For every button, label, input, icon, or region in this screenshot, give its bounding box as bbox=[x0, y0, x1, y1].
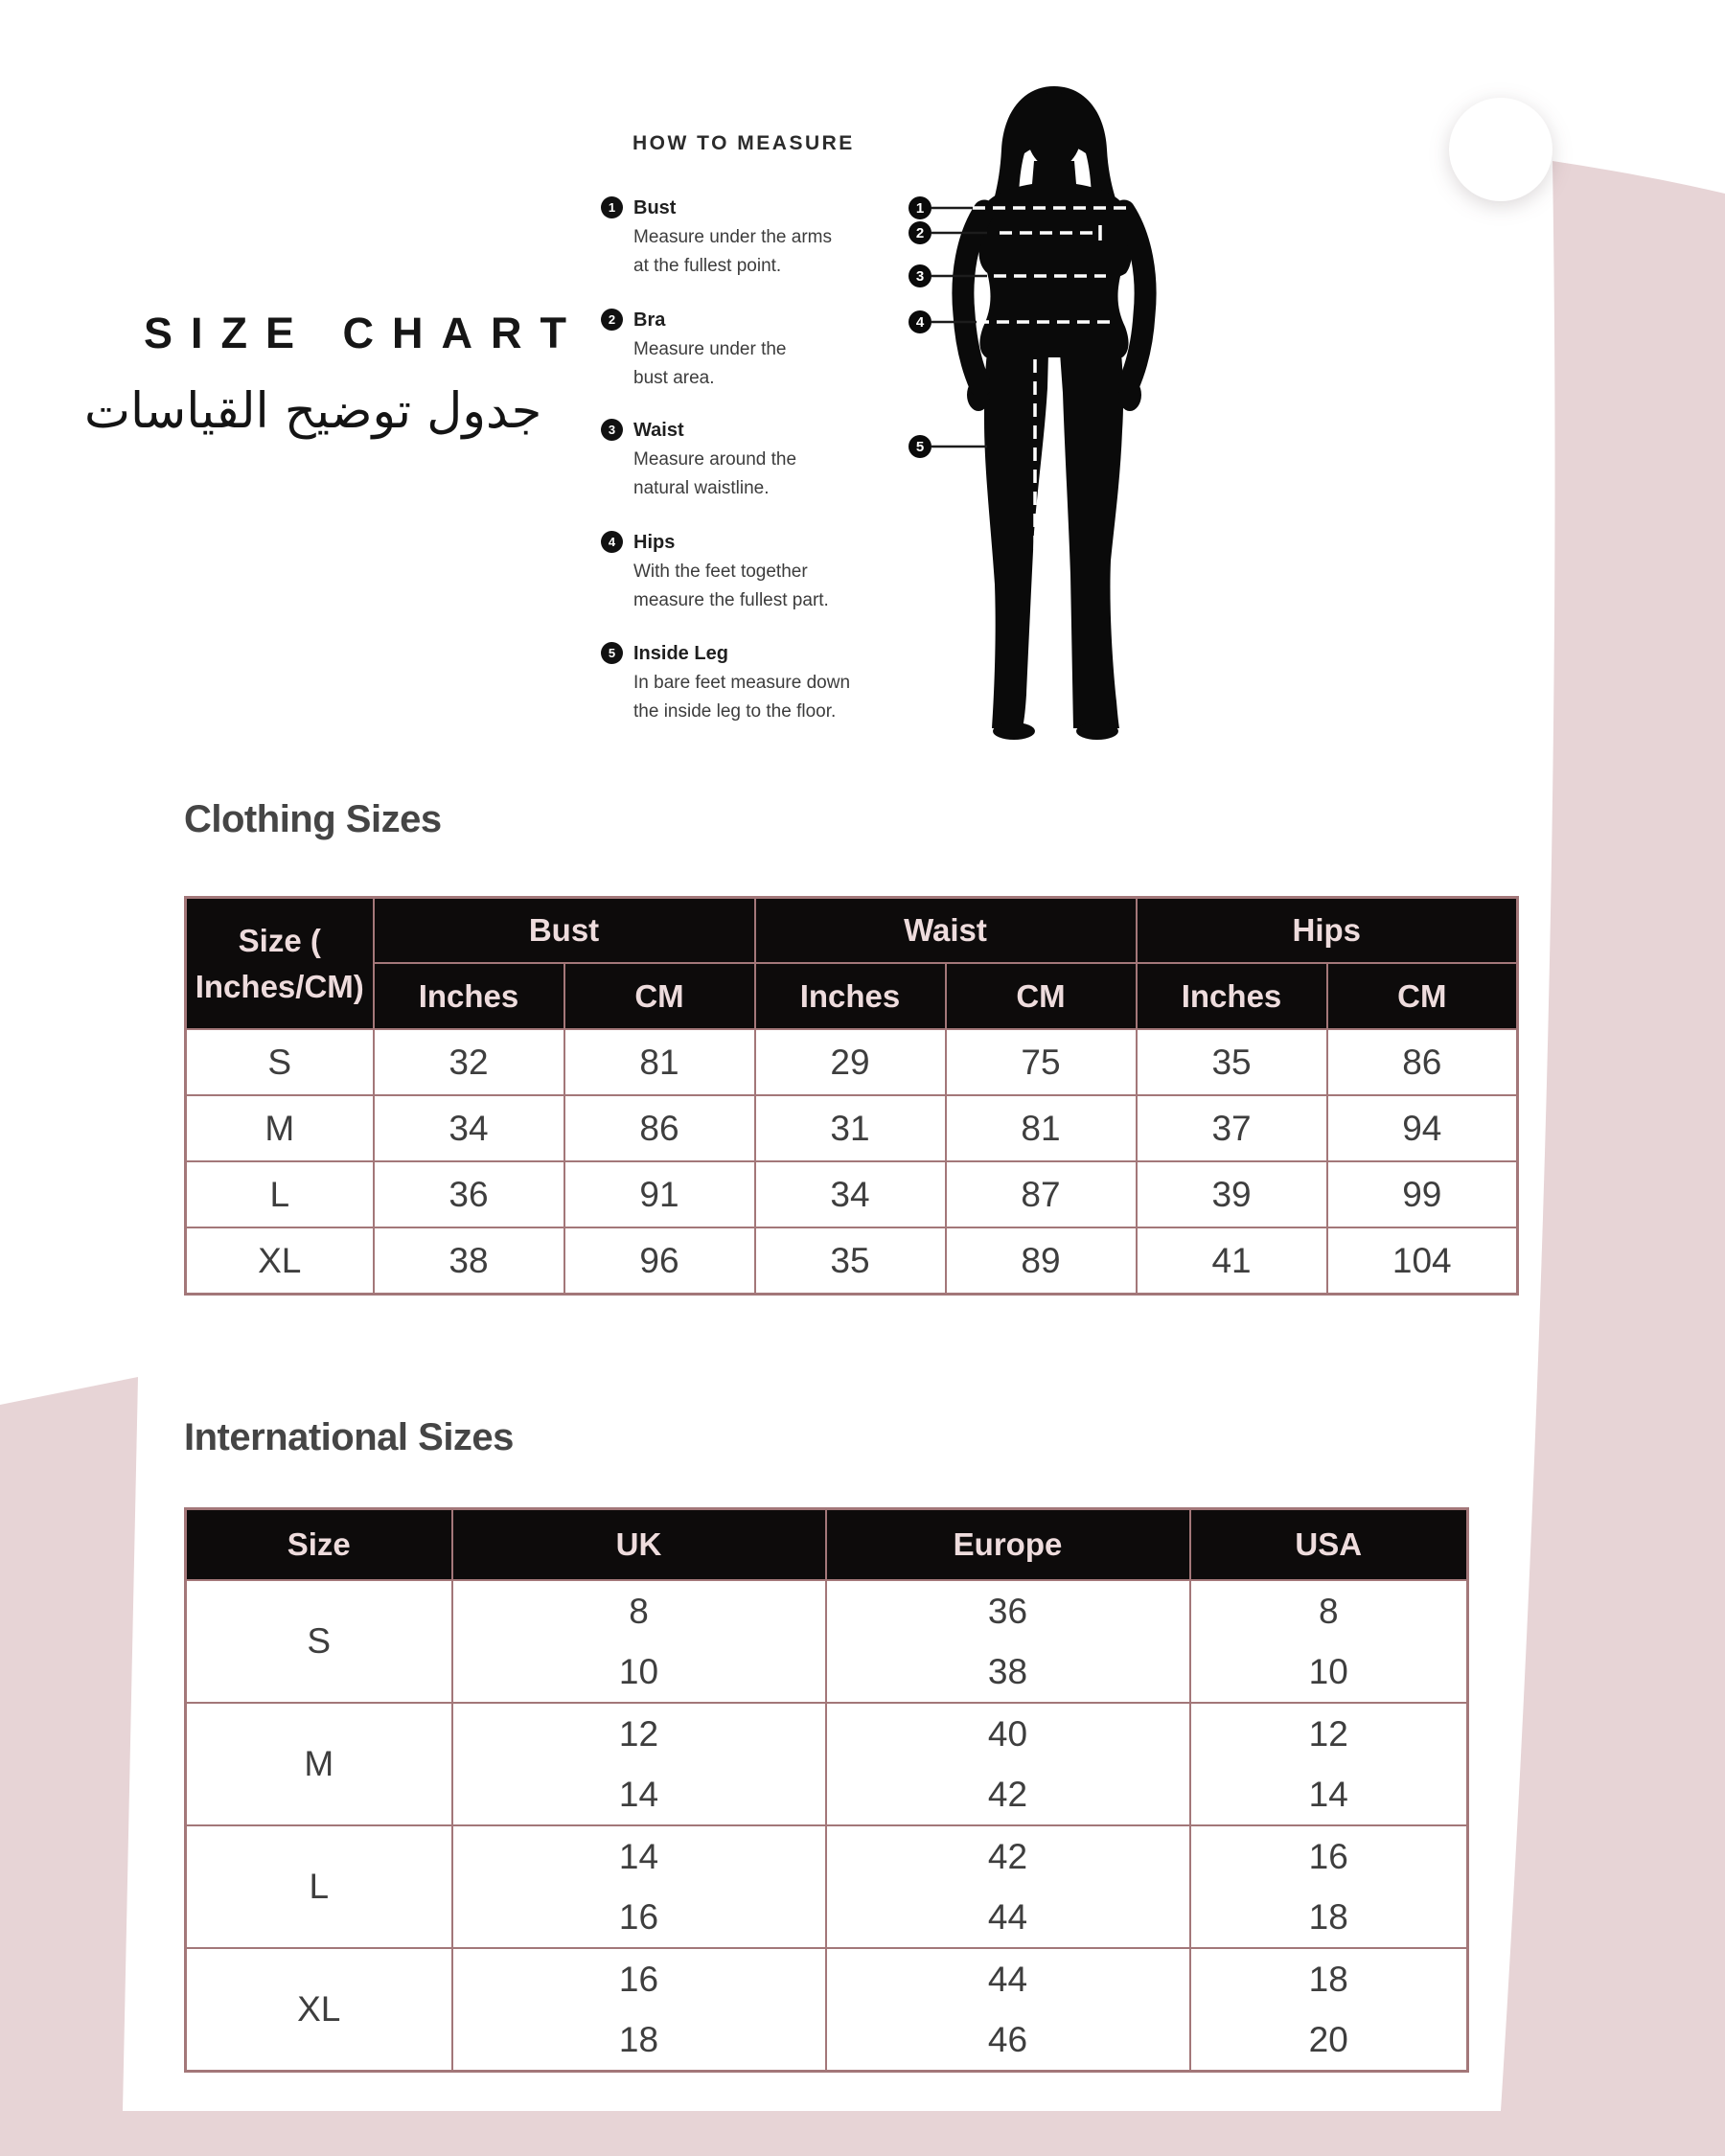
col-header-waist: Waist bbox=[755, 898, 1137, 964]
table-cell: 32 bbox=[374, 1029, 564, 1095]
table-cell: 37 bbox=[1137, 1095, 1327, 1161]
size-cell: XL bbox=[186, 1227, 374, 1295]
measure-step-hips bbox=[601, 530, 883, 615]
subheader-waist-cm: CM bbox=[946, 963, 1137, 1029]
table-cell: 104 bbox=[1327, 1227, 1518, 1295]
figure-number-1: 1 bbox=[915, 200, 925, 217]
table-row-s bbox=[186, 1029, 1518, 1095]
table-cell: 89 bbox=[946, 1227, 1137, 1295]
table-cell: 40 42 bbox=[826, 1703, 1190, 1825]
table-header-row bbox=[186, 1509, 1468, 1581]
table-cell: 87 bbox=[946, 1161, 1137, 1227]
step-description: Measure under the bust area. bbox=[633, 339, 787, 388]
measure-step-bra bbox=[601, 308, 883, 393]
step-number-badge: 3 bbox=[601, 419, 623, 441]
table-cell: 94 bbox=[1327, 1095, 1518, 1161]
table-cell: 36 38 bbox=[826, 1580, 1190, 1703]
figure-number-4: 4 bbox=[915, 314, 925, 331]
table-row-m bbox=[186, 1703, 1468, 1825]
table-cell: 96 bbox=[564, 1227, 755, 1295]
table-cell: 44 46 bbox=[826, 1948, 1190, 2072]
step-description: Measure around the natural waistline. bbox=[633, 449, 797, 498]
subheader-bust-cm: CM bbox=[564, 963, 755, 1029]
size-cell: L bbox=[186, 1161, 374, 1227]
table-cell: 35 bbox=[1137, 1029, 1327, 1095]
table-cell: 34 bbox=[755, 1161, 946, 1227]
table-header-row bbox=[186, 898, 1518, 964]
col-header-size: Size ( Inches/CM) bbox=[186, 898, 374, 1030]
col-header-size: Size bbox=[186, 1509, 452, 1581]
table-cell: 12 14 bbox=[1190, 1703, 1468, 1825]
table-cell: 8 10 bbox=[452, 1580, 826, 1703]
international-sizes-table bbox=[184, 1507, 1469, 2073]
table-cell: 14 16 bbox=[452, 1825, 826, 1948]
size-cell: M bbox=[186, 1095, 374, 1161]
how-to-measure-title: HOW TO MEASURE bbox=[632, 132, 855, 154]
international-sizes-heading: International Sizes bbox=[184, 1416, 514, 1458]
measurement-figure bbox=[891, 67, 1208, 743]
size-cell: S bbox=[186, 1029, 374, 1095]
table-cell: 16 18 bbox=[452, 1948, 826, 2072]
step-description: With the feet together measure the fullest part. bbox=[633, 562, 829, 610]
table-cell: 38 bbox=[374, 1227, 564, 1295]
table-cell: 12 14 bbox=[452, 1703, 826, 1825]
table-row-l bbox=[186, 1161, 1518, 1227]
col-header-uk: UK bbox=[452, 1509, 826, 1581]
subheader-bust-inches: Inches bbox=[374, 963, 564, 1029]
table-row-s bbox=[186, 1580, 1468, 1703]
subheader-hips-inches: Inches bbox=[1137, 963, 1327, 1029]
table-row-m bbox=[186, 1095, 1518, 1161]
size-cell: S bbox=[186, 1580, 452, 1703]
table-cell: 99 bbox=[1327, 1161, 1518, 1227]
step-label: Inside Leg bbox=[633, 643, 728, 664]
table-cell: 39 bbox=[1137, 1161, 1327, 1227]
table-cell: 42 44 bbox=[826, 1825, 1190, 1948]
figure-number-badges bbox=[908, 196, 932, 458]
table-row-xl bbox=[186, 1948, 1468, 2072]
measure-step-waist bbox=[601, 418, 883, 503]
step-description: Measure under the arms at the fullest point. bbox=[633, 227, 832, 276]
table-cell: 75 bbox=[946, 1029, 1137, 1095]
clothing-sizes-heading: Clothing Sizes bbox=[184, 798, 442, 840]
clothing-sizes-table bbox=[184, 896, 1519, 1296]
col-header-bust: Bust bbox=[374, 898, 755, 964]
table-cell: 36 bbox=[374, 1161, 564, 1227]
table-cell: 31 bbox=[755, 1095, 946, 1161]
subheader-waist-inches: Inches bbox=[755, 963, 946, 1029]
measure-step-bust bbox=[601, 195, 883, 281]
table-cell: 86 bbox=[1327, 1029, 1518, 1095]
table-cell: 41 bbox=[1137, 1227, 1327, 1295]
subheader-hips-cm: CM bbox=[1327, 963, 1518, 1029]
size-cell: M bbox=[186, 1703, 452, 1825]
page-title: SIZE CHART bbox=[144, 309, 585, 357]
table-subheader-row bbox=[186, 963, 1518, 1029]
step-label: Bra bbox=[633, 310, 666, 331]
table-cell: 16 18 bbox=[1190, 1825, 1468, 1948]
size-cell: XL bbox=[186, 1948, 452, 2072]
table-cell: 34 bbox=[374, 1095, 564, 1161]
step-number-badge: 2 bbox=[601, 309, 623, 331]
table-cell: 35 bbox=[755, 1227, 946, 1295]
female-silhouette bbox=[967, 86, 1141, 740]
step-label: Waist bbox=[633, 420, 684, 441]
table-cell: 91 bbox=[564, 1161, 755, 1227]
col-header-europe: Europe bbox=[826, 1509, 1190, 1581]
col-header-hips: Hips bbox=[1137, 898, 1518, 964]
table-cell: 8 10 bbox=[1190, 1580, 1468, 1703]
figure-number-5: 5 bbox=[915, 439, 925, 455]
table-cell: 29 bbox=[755, 1029, 946, 1095]
table-cell: 81 bbox=[946, 1095, 1137, 1161]
step-label: Hips bbox=[633, 532, 676, 553]
size-cell: L bbox=[186, 1825, 452, 1948]
page-title-arabic: جدول توضيح القياسات bbox=[84, 383, 542, 440]
step-number-badge: 5 bbox=[601, 642, 623, 664]
table-cell: 86 bbox=[564, 1095, 755, 1161]
table-row-xl bbox=[186, 1227, 1518, 1295]
step-label: Bust bbox=[633, 197, 677, 218]
table-cell: 18 20 bbox=[1190, 1948, 1468, 2072]
measure-step-inside-leg bbox=[601, 641, 883, 726]
step-description: In bare feet measure down the inside leg to the floor. bbox=[633, 673, 851, 722]
step-number-badge: 4 bbox=[601, 531, 623, 553]
figure-number-3: 3 bbox=[915, 268, 925, 285]
figure-number-2: 2 bbox=[915, 225, 925, 241]
step-number-badge: 1 bbox=[601, 196, 623, 218]
table-cell: 81 bbox=[564, 1029, 755, 1095]
table-row-l bbox=[186, 1825, 1468, 1948]
col-header-usa: USA bbox=[1190, 1509, 1468, 1581]
